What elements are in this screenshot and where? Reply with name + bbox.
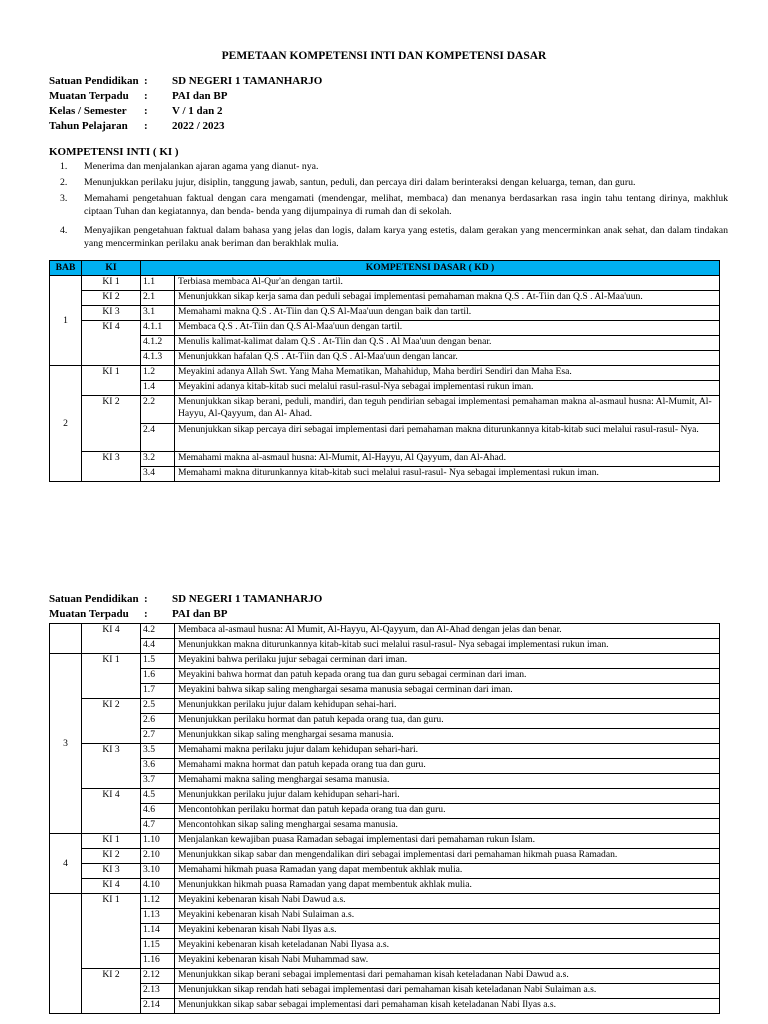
- table-row: [50, 849, 720, 864]
- header-kd: KOMPETENSI DASAR ( KD ): [141, 261, 720, 276]
- kd-number: 2.1: [141, 291, 175, 306]
- ki-cell: KI 4: [82, 879, 141, 894]
- kd-number: 3.6: [141, 759, 175, 774]
- info-colon: :: [144, 593, 148, 605]
- kd-number: 1.7: [141, 684, 175, 699]
- ki-cell: KI 2: [82, 291, 141, 306]
- kd-text: Memahami makna diturunkannya kitab-kitab suci melalui rasul-rasul- Nya sebagai implementasi rukun iman.: [175, 467, 720, 482]
- table-row: [50, 684, 720, 699]
- info-value: SD NEGERI 1 TAMANHARJO: [172, 75, 323, 87]
- table-row: [50, 774, 720, 789]
- info-row: [49, 74, 322, 89]
- ki-cell: KI 2: [82, 849, 141, 864]
- ki-cell: KI 1: [82, 366, 141, 396]
- ki-cell: KI 1: [82, 654, 141, 699]
- kd-number: 3.4: [141, 467, 175, 482]
- kd-number: 1.4: [141, 381, 175, 396]
- kd-number: 1.15: [141, 939, 175, 954]
- table-row: [50, 939, 720, 954]
- kd-number: 2.6: [141, 714, 175, 729]
- table-row: [50, 669, 720, 684]
- kd-text: Menunjukkan sikap saling menghargai sesama manusia.: [175, 729, 720, 744]
- ki-cell: KI 3: [82, 306, 141, 321]
- kd-text: Memahami makna hormat dan patuh kepada orang tua dan guru.: [175, 759, 720, 774]
- kd-text: Menunjukkan sikap sabar sebagai implementasi dari pemahaman kisah keteladanan Nabi Ilyas a.s.: [175, 999, 720, 1014]
- document-page-2: [0, 580, 768, 1024]
- kd-text: Meyakini bahwa perilaku jujur sebagai cerminan dari iman.: [175, 654, 720, 669]
- table-row: [50, 729, 720, 744]
- ki-item-text: Memahami pengetahuan faktual dengan cara mengamati (mendengar, melihat, membaca) dan menanya berdasarkan rasa ingin tahu tentang dirinya, makhluk ciptaan Tuhan dan kegiatannya, dan benda- benda yang dijumpainya di rumah dan di sekolah.: [84, 193, 728, 217]
- kd-number: 2.14: [141, 999, 175, 1014]
- kd-number: 1.14: [141, 924, 175, 939]
- kd-number: 4.10: [141, 879, 175, 894]
- school-info-page-2: [49, 592, 322, 622]
- kd-text: Memahami makna perilaku jujur dalam kehidupan sehari-hari.: [175, 744, 720, 759]
- info-colon: :: [144, 608, 148, 620]
- table-row: [50, 654, 720, 669]
- ki-item-text: Menyajikan pengetahuan faktual dalam bahasa yang jelas dan logis, dalam karya yang estetis, dalam gerakan yang mencerminkan anak sehat, dan dalam tindakan yang mencerminkan perilaku anak beriman dan berakhlak mulia.: [84, 225, 728, 249]
- info-row: [49, 89, 322, 104]
- kd-text: Menunjukkan sikap berani sebagai implementasi dari pemahaman kisah keteladanan Nabi Dawud a.s.: [175, 969, 720, 984]
- kd-number: 3.1: [141, 306, 175, 321]
- ki-item-number: 4.: [60, 225, 68, 236]
- kd-number: 1.2: [141, 366, 175, 381]
- kd-text: Meyakini bahwa sikap saling menghargai sesama manusia sebagai cerminan dari iman.: [175, 684, 720, 699]
- ki-cell: KI 3: [82, 864, 141, 879]
- ki-cell: KI 1: [82, 276, 141, 291]
- kd-text: Meyakini adanya Allah Swt. Yang Maha Mematikan, Mahahidup, Maha berdiri Sendiri dan Maha Esa.: [175, 366, 720, 381]
- table-row: [50, 969, 720, 984]
- kd-text: Meyakini kebenaran kisah Nabi Ilyas a.s.: [175, 924, 720, 939]
- kd-number: 1.13: [141, 909, 175, 924]
- kd-text: Mencontohkan perilaku hormat dan patuh kepada orang tua dan guru.: [175, 804, 720, 819]
- kd-text: Meyakini kebenaran kisah keteladanan Nabi Ilyasa a.s.: [175, 939, 720, 954]
- ki-cell: KI 1: [82, 894, 141, 969]
- kd-text: Menunjukkan makna diturunkannya kitab-kitab suci melalui rasul-rasul- Nya sebagai implementasi rukun iman.: [175, 639, 720, 654]
- bab-cell: 1: [50, 276, 82, 366]
- info-value: PAI dan BP: [172, 90, 228, 102]
- table-row: [50, 894, 720, 909]
- info-colon: :: [144, 90, 148, 102]
- kd-text: Meyakini kebenaran kisah Nabi Dawud a.s.: [175, 894, 720, 909]
- info-label: Satuan Pendidikan: [49, 593, 139, 605]
- table-row: [50, 879, 720, 894]
- ki-item: [60, 192, 728, 218]
- kd-number: 2.4: [141, 424, 175, 452]
- kd-number: 2.12: [141, 969, 175, 984]
- kd-number: 2.7: [141, 729, 175, 744]
- table-row: [50, 819, 720, 834]
- ki-item-text: Menunjukkan perilaku jujur, disiplin, tanggung jawab, santun, peduli, dan percaya diri dalam berinteraksi dengan keluarga, teman, dan guru.: [84, 177, 636, 188]
- kd-number: 4.5: [141, 789, 175, 804]
- table-row: [50, 789, 720, 804]
- table-row: [50, 999, 720, 1014]
- table-row: [50, 744, 720, 759]
- kd-number: 1.16: [141, 954, 175, 969]
- ki-item-number: 3.: [60, 193, 68, 204]
- kd-text: Terbiasa membaca Al-Qur'an dengan tartil.: [175, 276, 720, 291]
- kd-text: Menunjukkan sikap rendah hati sebagai implementasi dari pemahaman kisah keteladanan Nabi Sulaiman a.s.: [175, 984, 720, 999]
- kd-text: Membaca al-asmaul husna: Al Mumit, Al-Hayyu, Al-Qayyum, dan Al-Ahad dengan jelas dan benar.: [175, 624, 720, 639]
- info-label: Satuan Pendidikan: [49, 75, 139, 87]
- table-row: [50, 984, 720, 999]
- ki-cell: KI 1: [82, 834, 141, 849]
- ki-item: [60, 176, 728, 189]
- kd-text: Menulis kalimat-kalimat dalam Q.S . At-Tiin dan Q.S . Al Maa'uun dengan benar.: [175, 336, 720, 351]
- table-row: [50, 452, 720, 467]
- kd-number: 4.1.2: [141, 336, 175, 351]
- table-row: [50, 424, 720, 452]
- table-row: [50, 714, 720, 729]
- kd-text: Menunjukkan sikap kerja sama dan peduli sebagai implementasi pemahaman makna Q.S . At-Tiin dan Q.S . Al-Maa'uun.: [175, 291, 720, 306]
- document-title: PEMETAAN KOMPETENSI INTI DAN KOMPETENSI DASAR: [221, 50, 547, 62]
- kd-text: Menjalankan kewajiban puasa Ramadan sebagai implementasi dari pemahaman rukun Islam.: [175, 834, 720, 849]
- ki-cell: KI 3: [82, 452, 141, 482]
- info-value: PAI dan BP: [172, 608, 228, 620]
- kd-number: 4.2: [141, 624, 175, 639]
- kd-number: 1.5: [141, 654, 175, 669]
- kd-number: 3.5: [141, 744, 175, 759]
- kd-text: Meyakini adanya kitab-kitab suci melalui rasul-rasul-Nya sebagai implementasi rukun iman.: [175, 381, 720, 396]
- kd-text: Menunjukkan perilaku hormat dan patuh kepada orang tua, dan guru.: [175, 714, 720, 729]
- kd-number: 3.2: [141, 452, 175, 467]
- table-row: [50, 396, 720, 424]
- info-label: Muatan Terpadu: [49, 608, 129, 620]
- kd-number: 2.2: [141, 396, 175, 424]
- ki-item: [60, 160, 728, 173]
- info-colon: :: [144, 105, 148, 117]
- ki-cell: KI 3: [82, 744, 141, 789]
- ki-heading: KOMPETENSI INTI ( KI ): [49, 146, 179, 158]
- kd-number: 1.10: [141, 834, 175, 849]
- table-row: [50, 321, 720, 336]
- kd-number: 4.1.1: [141, 321, 175, 336]
- info-value: 2022 / 2023: [172, 120, 225, 132]
- bab-cell: 2: [50, 366, 82, 482]
- kd-text: Meyakini bahwa hormat dan patuh kepada orang tua dan guru sebagai cerminan dari iman.: [175, 669, 720, 684]
- kd-text: Memahami hikmah puasa Ramadan yang dapat membentuk akhlak mulia.: [175, 864, 720, 879]
- page-gap: [0, 500, 768, 580]
- kd-text: Menunjukkan hafalan Q.S . At-Tiin dan Q.S . Al-Maa'uun dengan lancar.: [175, 351, 720, 366]
- info-row: [49, 119, 322, 134]
- kd-number: 4.7: [141, 819, 175, 834]
- bab-cell: 3: [50, 654, 82, 834]
- ki-item-text: Menerima dan menjalankan ajaran agama yang dianut- nya.: [84, 161, 319, 172]
- ki-item-number: 2.: [60, 177, 68, 188]
- bab-cell: 4: [50, 834, 82, 894]
- header-ki: KI: [82, 261, 141, 276]
- kd-text: Menunjukkan sikap berani, peduli, mandiri, dan teguh pendirian sebagai implementasi pemahaman makna al-asmaul husna: Al-Mumit, Al-Hayyu, Al-Qayyum, dan Al- Ahad.: [175, 396, 720, 424]
- info-value: V / 1 dan 2: [172, 105, 223, 117]
- ki-list: [60, 160, 728, 253]
- table-row: [50, 624, 720, 639]
- info-label: Kelas / Semester: [49, 105, 127, 117]
- kd-number: 1.6: [141, 669, 175, 684]
- info-label: Muatan Terpadu: [49, 90, 129, 102]
- kd-text: Menunjukkan sikap percaya diri sebagai implementasi dari pemahaman makna diturunkannya kitab-kitab suci melalui rasul-rasul- Nya.: [175, 424, 720, 452]
- info-row: [49, 592, 322, 607]
- info-row: [49, 104, 322, 119]
- table-row: [50, 909, 720, 924]
- table-row: [50, 954, 720, 969]
- table-row: [50, 351, 720, 366]
- kd-number: 3.10: [141, 864, 175, 879]
- table-row: [50, 804, 720, 819]
- kd-number: 2.10: [141, 849, 175, 864]
- kd-number: 4.4: [141, 639, 175, 654]
- kd-table-1: [49, 260, 720, 482]
- ki-cell: KI 2: [82, 699, 141, 744]
- kd-text: Membaca Q.S . At-Tiin dan Q.S Al-Maa'uun dengan tartil.: [175, 321, 720, 336]
- table-row: [50, 276, 720, 291]
- kd-table-2: [49, 623, 720, 1014]
- table-row: [50, 759, 720, 774]
- table-row: [50, 864, 720, 879]
- table-row: [50, 699, 720, 714]
- kd-text: Meyakini kebenaran kisah Nabi Muhammad saw.: [175, 954, 720, 969]
- info-value: SD NEGERI 1 TAMANHARJO: [172, 593, 323, 605]
- kd-text: Memahami makna Q.S . At-Tiin dan Q.S Al-Maa'uun dengan baik dan tartil.: [175, 306, 720, 321]
- kd-text: Memahami makna saling menghargai sesama manusia.: [175, 774, 720, 789]
- ki-cell: KI 2: [82, 396, 141, 452]
- table-row: [50, 834, 720, 849]
- document-page-1: [0, 0, 768, 500]
- kd-text: Menunjukkan perilaku jujur dalam kehidupan sehari-hari.: [175, 789, 720, 804]
- kd-text: Meyakini kebenaran kisah Nabi Sulaiman a.s.: [175, 909, 720, 924]
- kd-number: 4.6: [141, 804, 175, 819]
- bab-cell: [50, 624, 82, 654]
- kd-number: 1.12: [141, 894, 175, 909]
- kd-number: 2.5: [141, 699, 175, 714]
- ki-cell: KI 2: [82, 969, 141, 1014]
- table-row: [50, 336, 720, 351]
- ki-item-number: 1.: [60, 161, 68, 172]
- ki-cell: KI 4: [82, 624, 141, 654]
- kd-number: 4.1.3: [141, 351, 175, 366]
- kd-text: Menunjukkan hikmah puasa Ramadan yang dapat membentuk akhlak mulia.: [175, 879, 720, 894]
- ki-item: [60, 224, 728, 250]
- bab-cell: [50, 894, 82, 1014]
- table-row: [50, 306, 720, 321]
- info-row: [49, 607, 322, 622]
- info-colon: :: [144, 120, 148, 132]
- table-row: [50, 366, 720, 381]
- kd-number: 2.13: [141, 984, 175, 999]
- kd-text: Menunjukkan perilaku jujur dalam kehidupan sehai-hari.: [175, 699, 720, 714]
- kd-text: Mencontohkan sikap saling menghargai sesama manusia.: [175, 819, 720, 834]
- ki-cell: KI 4: [82, 321, 141, 366]
- kd-text: Menunjukkan sikap sabar dan mengendalikan diri sebagai implementasi dari pemahaman hikmah puasa Ramadan.: [175, 849, 720, 864]
- header-bab: BAB: [50, 261, 82, 276]
- kd-number: 3.7: [141, 774, 175, 789]
- ki-cell: KI 4: [82, 789, 141, 834]
- table-row: [50, 924, 720, 939]
- table-row: [50, 639, 720, 654]
- info-colon: :: [144, 75, 148, 87]
- school-info: [49, 74, 322, 134]
- table-row: [50, 381, 720, 396]
- info-label: Tahun Pelajaran: [49, 120, 128, 132]
- kd-number: 1.1: [141, 276, 175, 291]
- table-row: [50, 291, 720, 306]
- kd-text: Memahami makna al-asmaul husna: Al-Mumit, Al-Hayyu, Al Qayyum, dan Al-Ahad.: [175, 452, 720, 467]
- table-row: [50, 467, 720, 482]
